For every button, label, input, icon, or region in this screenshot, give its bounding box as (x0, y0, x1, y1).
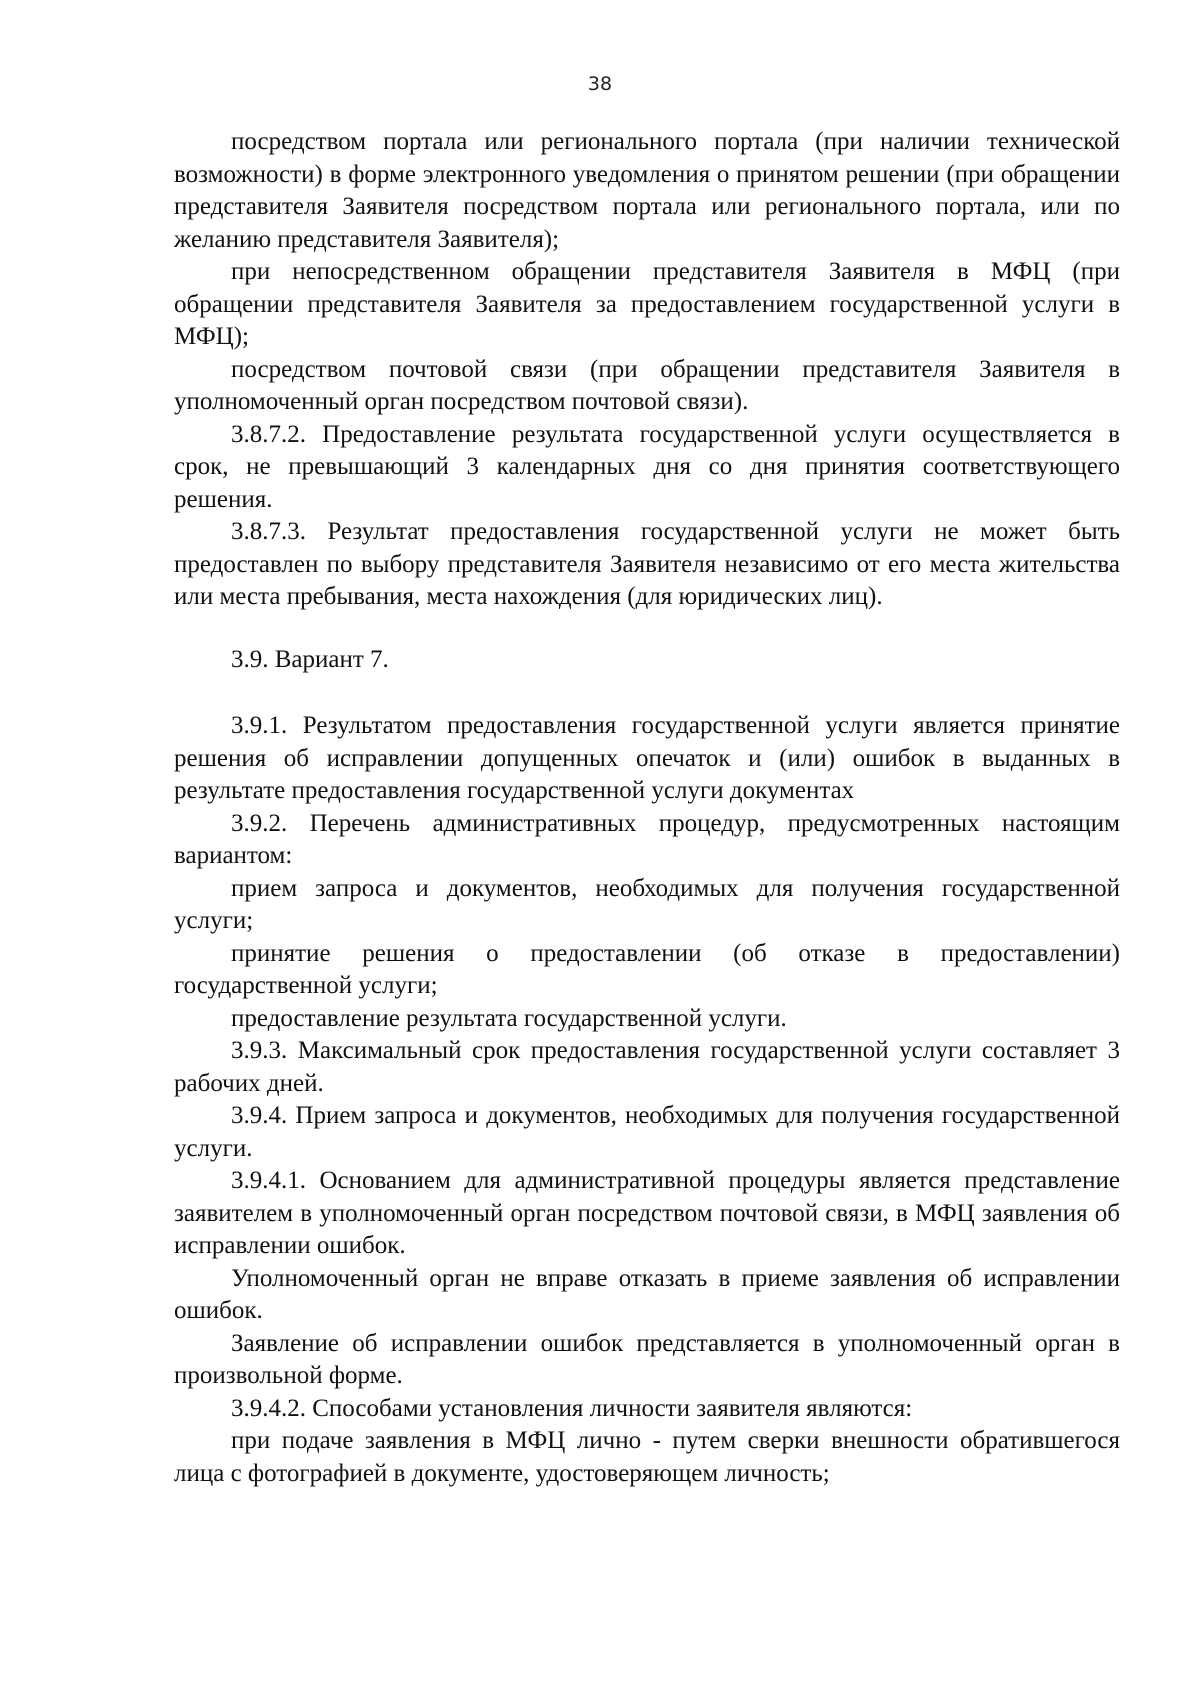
paragraph-3-9-4: 3.9.4. Прием запроса и документов, необходимых для получения государственной услуги. (174, 1102, 1120, 1162)
paragraph-3-9-4-1: 3.9.4.1. Основанием для административной процедуры является представление заявителем в уполномоченный орган посредством почтовой связи, в МФЦ заявления об исправлении ошибок. (174, 1167, 1120, 1259)
paragraph-identity-check-mfc: при подаче заявления в МФЦ лично - путем сверки внешности обратившегося лица с фотографией в документе, удостоверяющем личность; (174, 1427, 1120, 1487)
paragraph-3-8-7-2: 3.8.7.2. Предоставление результата государственной услуги осуществляется в срок, не превышающий 3 календарных дня со дня принятия соответствующего решения. (174, 420, 1120, 513)
document-body (174, 126, 1120, 1490)
paragraph-portal-notification: посредством портала или регионального портала (при наличии технической возможности) в форме электронного уведомления о принятом решении (при обращении представителя Заявителя посредством портала или регионального портала, или по желанию представителя Заявителя); (174, 128, 1120, 253)
paragraph-3-9-2: 3.9.2. Перечень административных процедур, предусмотренных настоящим вариантом: (174, 809, 1120, 869)
paragraph-no-refusal: Уполномоченный орган не вправе отказать в приеме заявления об исправлении ошибок. (174, 1264, 1120, 1324)
paragraph-3-9-4-2: 3.9.4.2. Способами установления личности заявителя являются: (231, 1394, 913, 1422)
paragraph-3-9-3: 3.9.3. Максимальный срок предоставления государственной услуги составляет 3 рабочих дней. (174, 1037, 1120, 1097)
paragraph-postal: посредством почтовой связи (при обращении представителя Заявителя в уполномоченный орган посредством почтовой связи). (174, 355, 1120, 415)
paragraph-mfc-direct: при непосредственном обращении представителя Заявителя в МФЦ (при обращении представителя Заявителя за предоставлением государственной услуги в МФЦ); (174, 258, 1120, 350)
list-item-decision: принятие решения о предоставлении (об отказе в предоставлении) государственной услуги; (174, 939, 1120, 999)
page-number: 38 (587, 73, 613, 95)
section-heading-3-9: 3.9. Вариант 7. (231, 645, 389, 673)
paragraph-3-8-7-3: 3.8.7.3. Результат предоставления государственной услуги не может быть предоставлен по выбору представителя Заявителя независимо от его места жительства или места пребывания, места нахождения (для юридических лиц). (174, 518, 1120, 610)
list-item-result-provision: предоставление результата государственной услуги. (231, 1004, 787, 1032)
paragraph-3-9-1: 3.9.1. Результатом предоставления государственной услуги является принятие решения об исправлении допущенных опечаток и (или) ошибок в выданных в результате предоставления государственной услуги документах (174, 712, 1120, 804)
list-item-request-reception: прием запроса и документов, необходимых для получения государственной услуги; (174, 874, 1120, 934)
paragraph-free-form: Заявление об исправлении ошибок представляется в уполномоченный орган в произвольной форме. (174, 1329, 1120, 1389)
